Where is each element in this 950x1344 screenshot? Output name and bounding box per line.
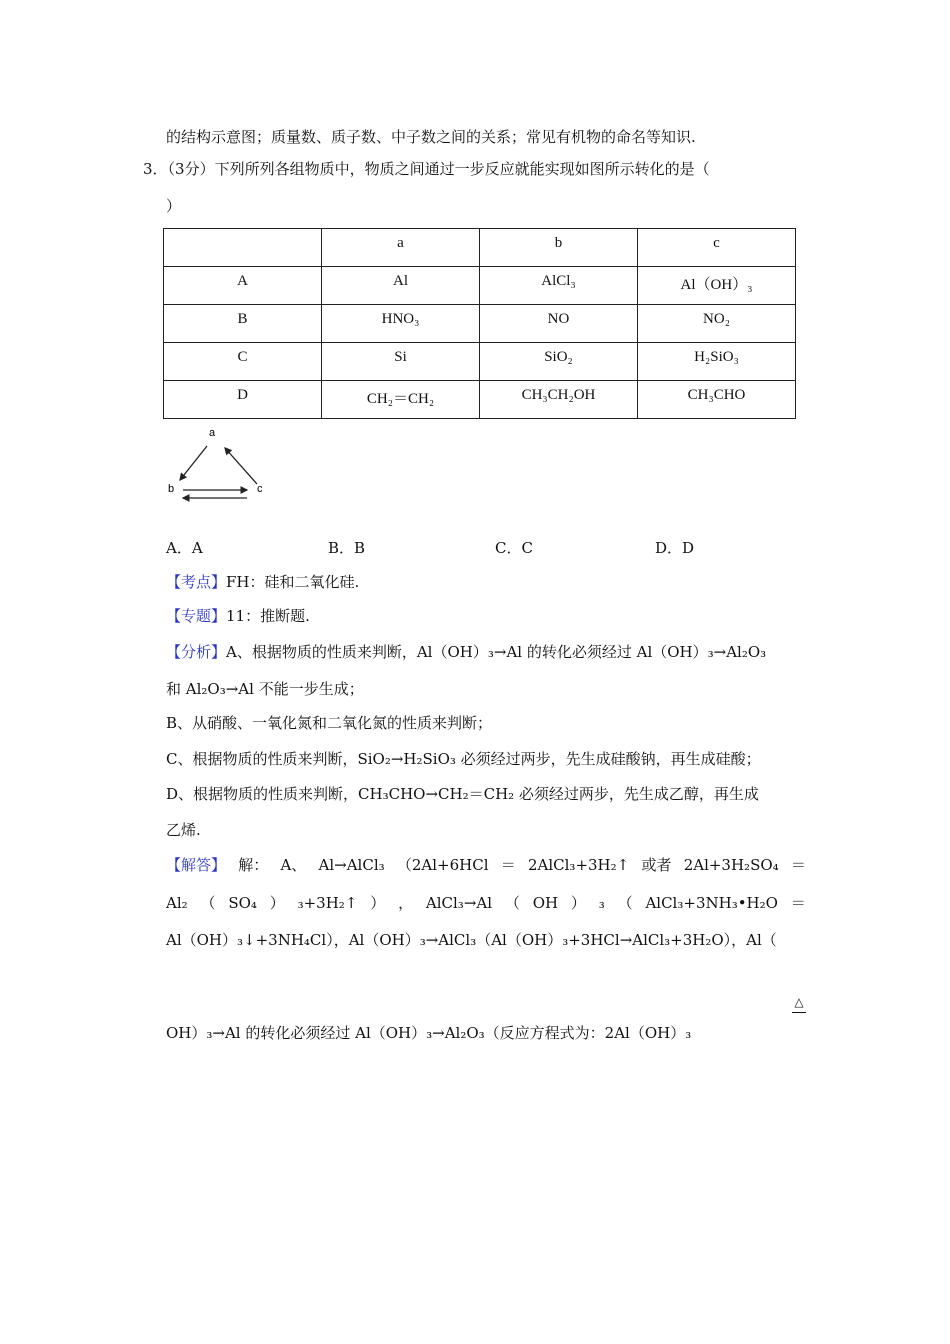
- kaodian-text: FH：硅和二氧化硅.: [226, 573, 360, 591]
- heat-symbol: △: [794, 995, 804, 1009]
- zhuanti-text: 11：推断题.: [226, 607, 310, 625]
- question-text: （3分）下列所列各组物质中，物质之间通过一步反应就能实现如图所示转化的是（: [167, 160, 710, 178]
- jieda-tag: 【解答】: [166, 856, 227, 874]
- fenxi-text: A、根据物质的性质来判断，Al（OH）₃→Al 的转化必须经过 Al（OH）₃→Al₂O₃: [226, 643, 767, 661]
- table-cell: NO₂: [638, 305, 796, 343]
- jieda-token: （: [200, 894, 216, 912]
- heat-condition: [792, 995, 806, 1013]
- question-close-paren: ）: [166, 197, 182, 215]
- jieda-line: OH）₃→Al 的转化必须经过 Al（OH）₃→Al₂O₃（反应方程式为：2Al（OH）₃: [166, 1024, 692, 1042]
- option-a[interactable]: A．A: [166, 539, 203, 557]
- jieda-token: OH: [532, 894, 559, 912]
- table-cell: C: [164, 343, 322, 381]
- question-number: 3．: [143, 160, 168, 178]
- jieda-token: A、: [280, 856, 307, 874]
- fenxi-line: 和 Al₂O₃→Al 不能一步生成；: [166, 680, 364, 698]
- table-cell: AlCl₃: [480, 267, 638, 305]
- zhuanti-line: [166, 606, 310, 626]
- conversion-diagram: [165, 424, 267, 506]
- fenxi-line: B、从硝酸、一氧化氮和二氧化氮的性质来判断；: [166, 714, 493, 732]
- jieda-line: Al（OH）₃↓+3NH₄Cl），Al（OH）₃→AlCl₃（Al（OH）₃+3HCl→AlCl₃+3H₂O），Al（: [166, 931, 777, 949]
- header-cell: a: [322, 229, 480, 267]
- kaodian-line: [166, 572, 359, 592]
- table-row: [164, 343, 796, 381]
- table-cell: SiO₂: [480, 343, 638, 381]
- table-cell: Al: [322, 267, 480, 305]
- jieda-token: ）: [269, 894, 285, 912]
- node-c: c: [257, 483, 263, 495]
- fenxi-line: C、根据物质的性质来判断，SiO₂→H₂SiO₃ 必须经过两步，先生成硅酸钠，再生成硅酸；: [166, 750, 761, 768]
- jieda-token: ）: [370, 894, 386, 912]
- jieda-token: ＝: [500, 856, 516, 874]
- header-cell: [164, 229, 322, 267]
- jieda-token: 解：: [238, 856, 269, 874]
- table-cell: CH₃CH₂OH: [480, 381, 638, 419]
- jieda-token: Al→AlCl₃: [318, 856, 385, 874]
- jieda-token: SO₄: [228, 894, 257, 912]
- table-cell: HNO₃: [322, 305, 480, 343]
- jieda-token: 或者: [641, 856, 672, 874]
- fenxi-line: [166, 642, 766, 662]
- table-cell: NO: [480, 305, 638, 343]
- option-c[interactable]: C．C: [495, 539, 533, 557]
- table-row: [164, 305, 796, 343]
- option-b[interactable]: B．B: [328, 539, 366, 557]
- table-cell: CH₃CHO: [638, 381, 796, 419]
- table-row: [164, 267, 796, 305]
- jieda-token: ＝: [790, 856, 806, 874]
- table-row: [164, 381, 796, 419]
- jieda-token: Al₂: [166, 894, 188, 912]
- jieda-line: [166, 855, 806, 875]
- jieda-token: AlCl₃→Al: [425, 894, 493, 912]
- table-cell: B: [164, 305, 322, 343]
- table-cell: H₂SiO₃: [638, 343, 796, 381]
- zhuanti-tag: 【专题】: [166, 607, 227, 625]
- kaodian-tag: 【考点】: [166, 573, 227, 591]
- table-cell: CH₂＝CH₂: [322, 381, 480, 419]
- jieda-token: AlCl₃+3NH₃•H₂O: [645, 894, 778, 912]
- option-d[interactable]: D．D: [655, 539, 695, 557]
- jieda-token: （: [504, 894, 520, 912]
- header-cell: b: [480, 229, 638, 267]
- node-b: b: [168, 483, 175, 495]
- jieda-token: ，: [398, 894, 414, 912]
- table-cell: Si: [322, 343, 480, 381]
- substance-table: [163, 228, 796, 419]
- fenxi-line: D、根据物质的性质来判断，CH₃CHO→CH₂＝CH₂ 必须经过两步，先生成乙醇，再生成: [166, 785, 759, 803]
- node-a: a: [209, 427, 216, 439]
- fenxi-line: 乙烯.: [166, 821, 201, 839]
- jieda-token: ₃+3H₂↑: [297, 894, 358, 912]
- jieda-token: 2Al+3H₂SO₄: [683, 856, 779, 874]
- jieda-line: [166, 893, 806, 913]
- jieda-token: ）: [570, 894, 586, 912]
- jieda-token: （2Al+6HCl: [396, 856, 489, 874]
- question-stem: [143, 159, 710, 179]
- jieda-token: 2AlCl₃+3H₂↑: [527, 856, 630, 874]
- jieda-token: ₃: [598, 894, 605, 912]
- table-cell: D: [164, 381, 322, 419]
- header-cell: c: [638, 229, 796, 267]
- jieda-token: （: [617, 894, 633, 912]
- intro-line: 的结构示意图；质量数、质子数、中子数之间的关系；常见有机物的命名等知识.: [166, 128, 696, 146]
- table-cell: A: [164, 267, 322, 305]
- table-header-row: [164, 229, 796, 267]
- jieda-token: ＝: [790, 894, 806, 912]
- table-cell: Al（OH）₃: [638, 267, 796, 305]
- fenxi-tag: 【分析】: [166, 643, 227, 661]
